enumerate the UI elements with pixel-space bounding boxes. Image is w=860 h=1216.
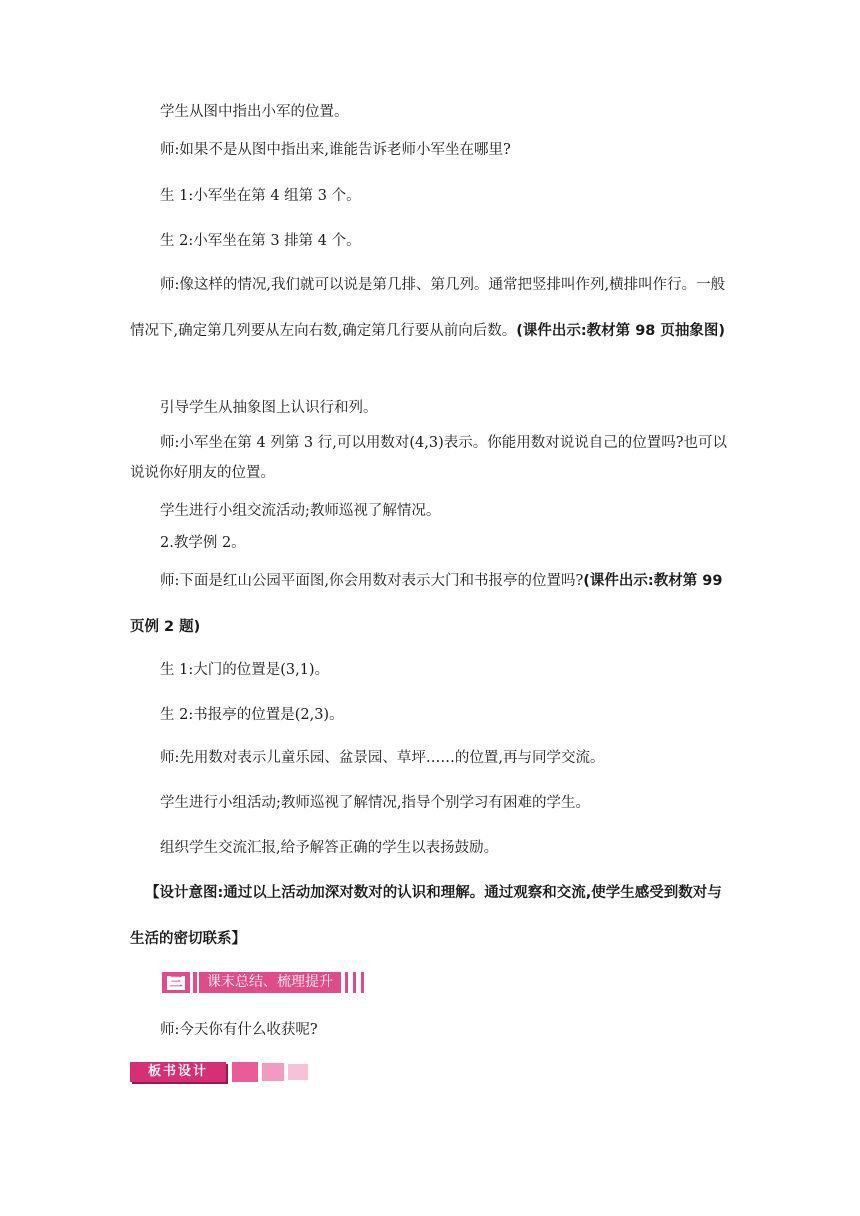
paragraph: 师:如果不是从图中指出来,谁能告诉老师小军坐在哪里? bbox=[160, 142, 511, 158]
paragraph: 生 1:小军坐在第 4 组第 3 个。 bbox=[160, 188, 361, 204]
paragraph: 2.教学例 2。 bbox=[160, 535, 246, 551]
paragraph: 学生从图中指出小军的位置。 bbox=[160, 104, 349, 120]
paragraph: 生 1:大门的位置是(3,1)。 bbox=[160, 662, 330, 678]
paragraph: 师:先用数对表示儿童乐园、盆景园、草坪……的位置,再与同学交流。 bbox=[160, 750, 605, 766]
paragraph: 引导学生从抽象图上认识行和列。 bbox=[160, 400, 378, 416]
section-banner bbox=[162, 970, 402, 995]
section-title: 课末总结、梳理提升 bbox=[199, 972, 341, 993]
section-number-badge: 三 bbox=[162, 972, 190, 993]
paragraph: 生 2:书报亭的位置是(2,3)。 bbox=[160, 707, 344, 723]
courseware-note: (课件出示:教材第 98 页抽象图) bbox=[516, 323, 726, 339]
paragraph: 学生进行小组活动;教师巡视了解情况,指导个别学习有困难的学生。 bbox=[160, 795, 590, 811]
design-intent: 【设计意图:通过以上活动加深对数对的认识和理解。通过观察和交流,使学生感受到数对与生活的密切联系】 bbox=[130, 885, 722, 947]
paragraph: 师:今天你有什么收获呢? bbox=[160, 1022, 318, 1038]
paragraph: 师:下面是红山公园平面图,你会用数对表示大门和书报亭的位置吗?(课件出示:教材第 99 页例 2 题) bbox=[130, 573, 723, 635]
paragraph: 师:像这样的情况,我们就可以说是第几排、第几列。通常把竖排叫作列,横排叫作行。一般情况下,确定第几列要从左向右数,确定第几行要从前向后数。(课件出示:教材第 98 页抽象图) bbox=[130, 277, 726, 339]
courseware-note: (课件出示:教材第 99 页例 2 题) bbox=[130, 573, 723, 635]
decor-square bbox=[262, 1063, 284, 1081]
board-design-header bbox=[130, 1062, 312, 1082]
decor-square bbox=[288, 1064, 308, 1080]
paragraph: 学生进行小组交流活动;教师巡视了解情况。 bbox=[160, 503, 441, 519]
paragraph: 师:小军坐在第 4 列第 3 行,可以用数对(4,3)表示。你能用数对说说自己的位置吗?也可以说说你好朋友的位置。 bbox=[130, 435, 728, 481]
decor-square bbox=[232, 1062, 258, 1082]
paragraph: 生 2:小军坐在第 3 排第 4 个。 bbox=[160, 233, 361, 249]
paragraph: 组织学生交流汇报,给予解答正确的学生以表扬鼓励。 bbox=[160, 840, 499, 856]
board-design-label: 板书设计 bbox=[130, 1062, 226, 1082]
